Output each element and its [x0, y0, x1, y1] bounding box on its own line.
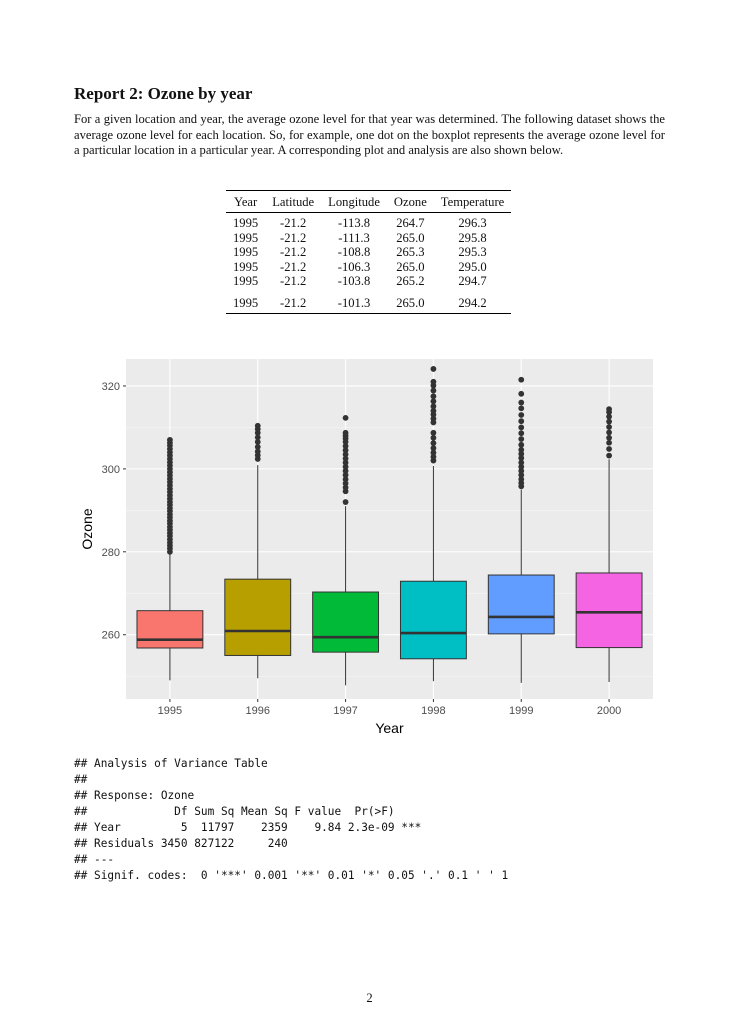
outlier-point	[431, 393, 437, 399]
outlier-point	[606, 435, 612, 441]
table-row	[226, 213, 511, 231]
anova-line: ##	[74, 773, 88, 786]
outlier-point	[518, 412, 524, 418]
outlier-point	[431, 435, 437, 441]
table-row	[226, 245, 511, 260]
column-header: Longitude	[321, 191, 387, 213]
table-cell: -108.8	[337, 245, 371, 259]
ozone-data-table	[226, 190, 511, 314]
x-tick-label: 1996	[245, 705, 270, 717]
outlier-point	[606, 419, 612, 425]
table-cell: 1995	[233, 216, 259, 230]
outlier-point	[431, 440, 437, 446]
table-cell: -21.2	[280, 274, 307, 288]
table-cell: -21.2	[265, 289, 321, 314]
x-tick-label: 2000	[596, 705, 622, 717]
outlier-point	[518, 400, 524, 406]
column-header: Temperature	[434, 191, 511, 213]
table-cell: 1995	[233, 274, 259, 288]
table-cell: 265.0	[396, 259, 425, 274]
table-cell: 294.2	[434, 289, 511, 314]
table-row	[226, 274, 511, 289]
outlier-point	[518, 425, 524, 431]
table-row	[226, 289, 511, 314]
outlier-point	[606, 446, 612, 452]
anova-line: ## Signif. codes: 0 '***' 0.001 '**' 0.01 '*' 0.05 '.' 0.1 ' ' 1	[74, 869, 509, 882]
outlier-point	[343, 415, 349, 421]
outlier-point	[518, 430, 524, 436]
y-axis-label: Ozone	[79, 508, 95, 550]
table-cell: -21.2	[280, 259, 307, 274]
table-cell: 1995	[233, 259, 259, 274]
x-tick-label: 1999	[509, 705, 534, 717]
anova-output	[74, 756, 508, 884]
anova-line: ## ---	[74, 853, 115, 866]
column-header: Ozone	[387, 191, 434, 213]
outlier-point	[431, 388, 437, 394]
outlier-point	[167, 437, 173, 443]
intro-paragraph: For a given location and year, the average ozone level for that year was determined. The following dataset shows the average ozone level for each location. So, for example, one dot on the boxplot represents the average ozone level for a particular location in a particular year. A corresponding plot and analysis are also shown below.	[74, 112, 665, 157]
box-iqr	[576, 573, 642, 648]
box-iqr	[400, 581, 466, 659]
outlier-point	[431, 445, 437, 451]
anova-line: ## Response: Ozone	[74, 789, 195, 802]
table-header-row	[226, 191, 511, 213]
x-tick-label: 1998	[421, 705, 446, 717]
outlier-point	[518, 391, 524, 397]
table-cell: -21.2	[280, 216, 307, 230]
table-cell: 1995	[233, 245, 259, 259]
section-heading: Report 2: Ozone by year	[74, 84, 253, 103]
table-cell: 295.8	[458, 230, 487, 245]
plot-panel	[126, 359, 653, 699]
page-number: 2	[366, 991, 373, 1005]
x-tick-label: 1997	[333, 705, 358, 717]
outlier-point	[606, 440, 612, 446]
y-tick-label: 320	[101, 380, 120, 393]
table-cell: -101.3	[321, 289, 387, 314]
table-cell: -21.2	[280, 245, 307, 259]
outlier-point	[255, 444, 261, 450]
anova-line: ## Df Sum Sq Mean Sq F value Pr(>F)	[74, 805, 395, 818]
outlier-point	[518, 442, 524, 448]
outlier-point	[431, 398, 437, 404]
table-cell: -106.3	[337, 259, 371, 274]
column-header: Year	[226, 191, 265, 213]
table-cell: -111.3	[338, 230, 370, 245]
table-cell: -21.2	[280, 230, 307, 245]
outlier-point	[431, 430, 437, 436]
table-cell: -113.8	[338, 216, 371, 230]
box-iqr	[313, 592, 379, 652]
outlier-point	[606, 424, 612, 430]
table-row	[226, 231, 511, 246]
outlier-point	[431, 379, 437, 385]
y-tick-label: 260	[101, 629, 120, 642]
outlier-point	[606, 406, 612, 412]
table-cell: 265.2	[396, 274, 425, 288]
y-tick-label: 280	[101, 546, 120, 559]
table-cell: 295.0	[458, 259, 487, 274]
outlier-point	[606, 429, 612, 435]
anova-line: ## Analysis of Variance Table	[74, 757, 268, 770]
table-cell: 265.0	[387, 289, 434, 314]
outlier-point	[343, 499, 349, 505]
outlier-point	[431, 366, 437, 372]
x-axis-label: Year	[375, 720, 404, 736]
table-cell: 294.7	[458, 274, 487, 288]
table-cell: 296.3	[458, 216, 487, 230]
outlier-point	[431, 403, 437, 409]
box-iqr	[488, 575, 554, 634]
anova-line: ## Residuals 3450 827122 240	[74, 837, 288, 850]
box-iqr	[137, 611, 203, 648]
y-tick-label: 300	[101, 463, 120, 476]
table-cell: 295.3	[458, 245, 487, 259]
table-cell: 265.0	[396, 230, 425, 245]
table-cell: 265.3	[396, 245, 425, 259]
outlier-point	[518, 436, 524, 442]
x-tick-label: 1995	[157, 705, 183, 717]
table-cell: -103.8	[337, 274, 371, 288]
outlier-point	[606, 453, 612, 459]
outlier-point	[518, 447, 524, 453]
outlier-point	[518, 405, 524, 411]
outlier-point	[518, 418, 524, 424]
ozone-boxplot	[70, 355, 670, 745]
outlier-point	[255, 423, 261, 429]
outlier-point	[343, 430, 349, 436]
anova-line: ## Year 5 11797 2359 9.84 2.3e-09 ***	[74, 821, 422, 834]
table-row	[226, 260, 511, 275]
box-iqr	[225, 579, 291, 655]
table-cell: 1995	[233, 230, 259, 245]
column-header: Latitude	[265, 191, 321, 213]
table-cell: 1995	[226, 289, 265, 314]
outlier-point	[518, 377, 524, 383]
table-cell: 264.7	[396, 216, 425, 230]
